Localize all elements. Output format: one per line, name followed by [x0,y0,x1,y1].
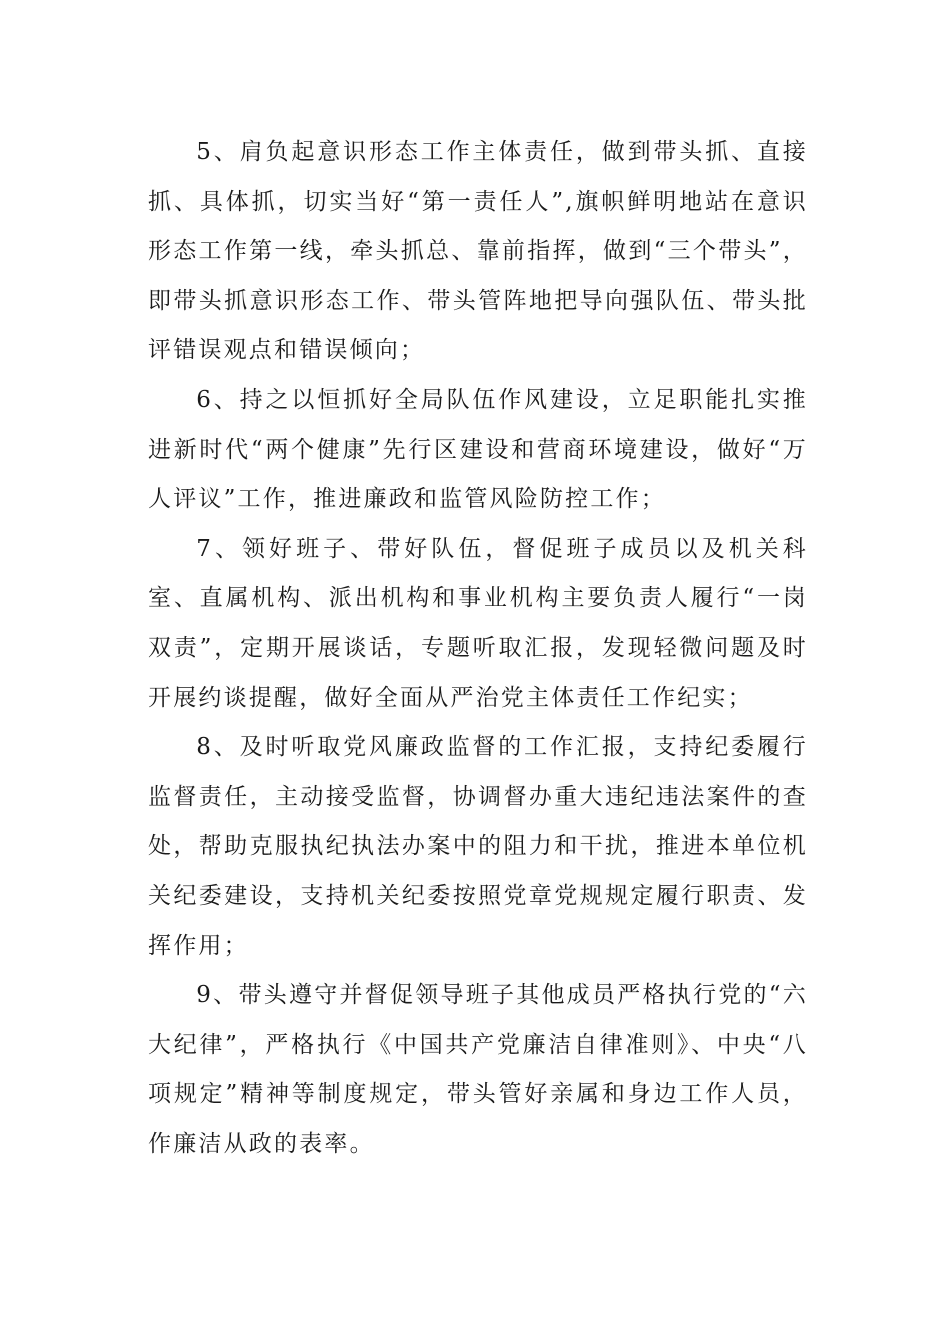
paragraph-item-9: 9、带头遵守并督促领导班子其他成员严格执行党的“六大纪律”，严格执行《中国共产党廉洁自律准则》、中央“八项规定”精神等制度规定，带头管好亲属和身边工作人员，作廉洁从政的表率。 [148,982,808,1157]
paragraph-item-8: 8、及时听取党风廉政监督的工作汇报，支持纪委履行监督责任，主动接受监督，协调督办重大违纪违法案件的查处，帮助克服执纪执法办案中的阻力和干扰，推进本单位机关纪委建设，支持机关纪委按照党章党规规定履行职责、发挥作用； [148,734,808,959]
paragraph-item-7: 7、领好班子、带好队伍，督促班子成员以及机关科室、直属机构、派出机构和事业机构主要负责人履行“一岗双责”，定期开展谈话，专题听取汇报，发现轻微问题及时开展约谈提醒，做好全面从严治党主体责任工作纪实； [148,535,808,711]
paragraph-item-6: 6、持之以恒抓好全局队伍作风建设，立足职能扎实推进新时代“两个健康”先行区建设和营商环境建设，做好“万人评议”工作，推进廉政和监管风险防控工作； [148,386,808,513]
document-body [148,128,808,1169]
paragraph-item-5: 5、肩负起意识形态工作主体责任，做到带头抓、直接抓、具体抓，切实当好“第一责任人”,旗帜鲜明地站在意识形态工作第一线，牵头抓总、靠前指挥，做到“三个带头”，即带头抓意识形态工作、带头管阵地把导向强队伍、带头批评错误观点和错误倾向； [148,139,808,364]
